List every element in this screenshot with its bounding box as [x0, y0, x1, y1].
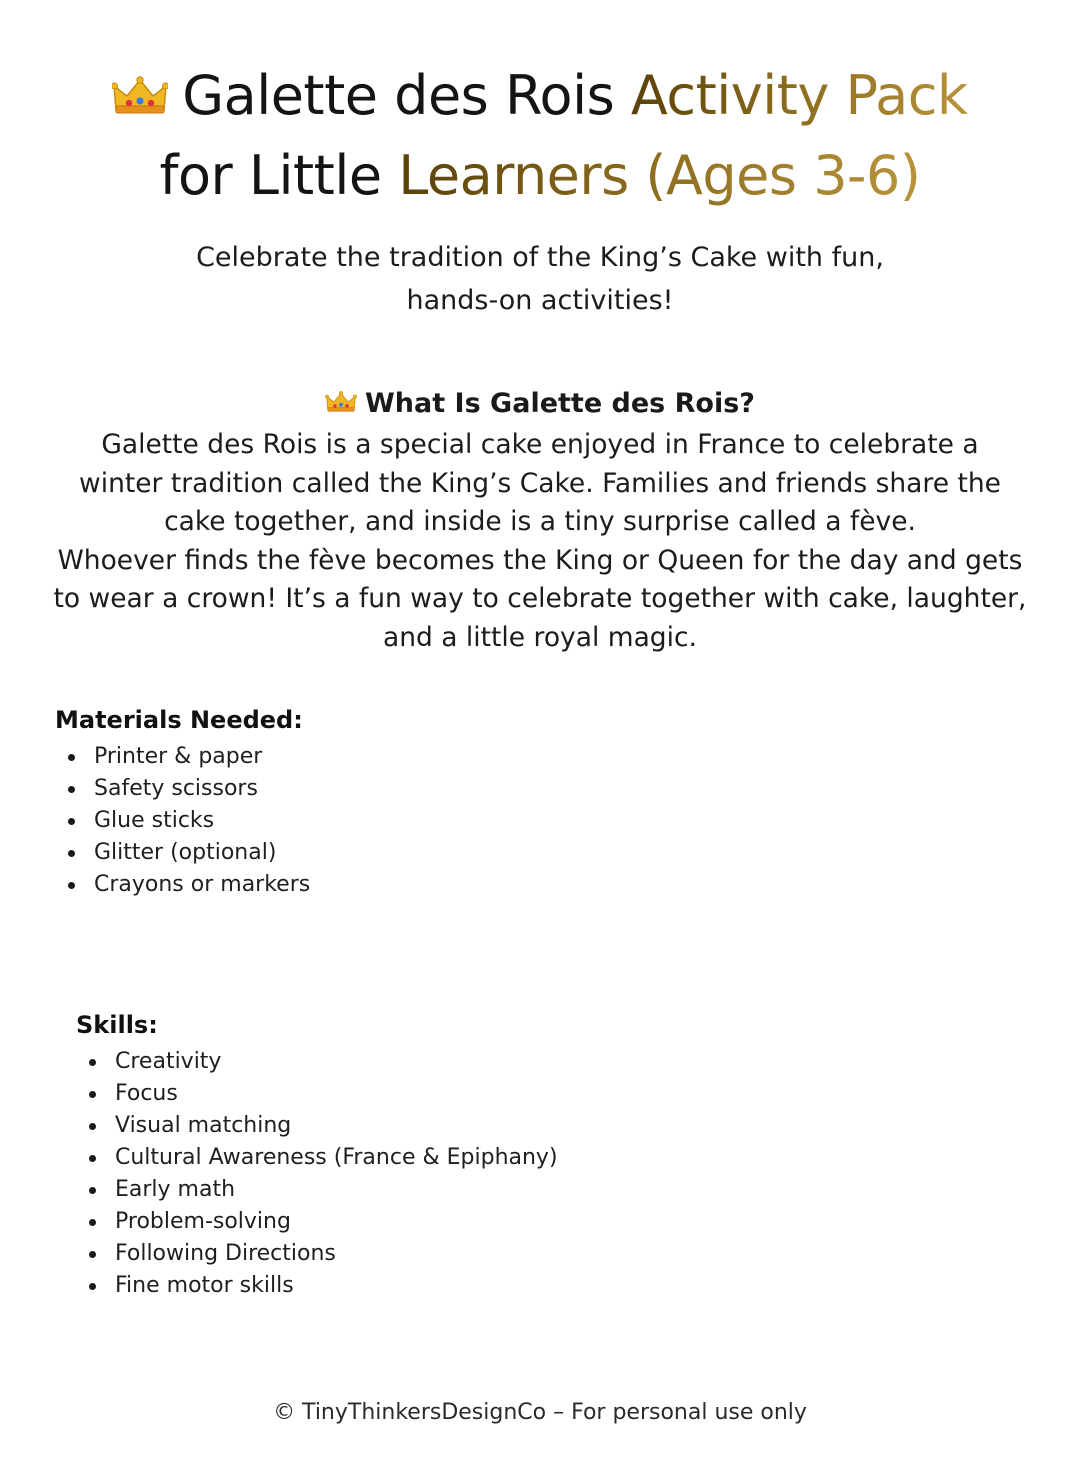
- list-item: [55, 741, 310, 773]
- list-item: [76, 1110, 558, 1142]
- skills-list: [76, 1046, 558, 1302]
- bullet-icon: [89, 1059, 96, 1066]
- list-item-text: Cultural Awareness (France & Epiphany): [115, 1145, 558, 1170]
- about-heading: [0, 384, 1080, 424]
- crown-icon: [325, 391, 357, 413]
- about-heading-text: What Is Galette des Rois?: [365, 388, 755, 419]
- materials-heading: Materials Needed:: [55, 706, 303, 734]
- bullet-icon: [89, 1187, 96, 1194]
- title-text-1b: Activity Pack: [630, 64, 968, 128]
- title-text-1a: Galette des Rois: [182, 64, 615, 128]
- list-item-text: Printer & paper: [94, 744, 263, 769]
- list-item: [76, 1142, 558, 1174]
- title-line-2: [0, 136, 1080, 216]
- about-line: Whoever finds the fève becomes the King or Queen for the day and gets: [57, 544, 1023, 576]
- about-description: [14, 426, 1066, 658]
- title-line-1: [0, 56, 1080, 136]
- list-item-text: Following Directions: [115, 1241, 336, 1266]
- copyright-footer: © TinyThinkersDesignCo – For personal use only: [273, 1400, 807, 1425]
- list-item-text: Glue sticks: [94, 808, 215, 833]
- about-line: cake together, and inside is a tiny surprise called a fève.: [164, 506, 916, 538]
- bullet-icon: [89, 1123, 96, 1130]
- bullet-icon: [89, 1251, 96, 1258]
- about-line: Galette des Rois is a special cake enjoyed in France to celebrate a: [101, 429, 979, 460]
- list-item: [55, 773, 310, 805]
- list-item: [55, 869, 310, 901]
- skills-heading: Skills:: [76, 1011, 158, 1039]
- list-item-text: Visual matching: [115, 1113, 292, 1138]
- list-item-text: Problem-solving: [115, 1209, 291, 1234]
- list-item: [76, 1078, 558, 1110]
- list-item-text: Crayons or markers: [94, 872, 311, 897]
- materials-list: [55, 741, 310, 901]
- list-item-text: Focus: [115, 1081, 178, 1106]
- list-item: [76, 1174, 558, 1206]
- page-title: [0, 56, 1080, 216]
- list-item: [76, 1238, 558, 1270]
- crown-icon: [112, 76, 168, 116]
- about-line: and a little royal magic.: [382, 621, 697, 653]
- bullet-icon: [89, 1155, 96, 1162]
- about-line: to wear a crown! It’s a fun way to celebrate together with cake, laughter,: [53, 583, 1027, 615]
- intro-text: [0, 236, 1080, 322]
- materials-section: [55, 705, 310, 901]
- list-item-text: Creativity: [115, 1049, 222, 1074]
- bullet-icon: [68, 850, 75, 857]
- intro-line-2: hands-on activities!: [406, 285, 674, 316]
- title-text-2b: Learners (Ages 3-6): [398, 144, 921, 208]
- bullet-icon: [68, 818, 75, 825]
- bullet-icon: [89, 1091, 96, 1098]
- list-item-text: Early math: [115, 1177, 236, 1202]
- bullet-icon: [89, 1219, 96, 1226]
- bullet-icon: [68, 882, 75, 889]
- skills-section: [76, 1010, 558, 1302]
- bullet-icon: [68, 786, 75, 793]
- title-text-2a: for Little: [159, 144, 382, 208]
- list-item-text: Safety scissors: [94, 776, 258, 801]
- list-item-text: Fine motor skills: [115, 1273, 294, 1298]
- list-item: [76, 1206, 558, 1238]
- list-item: [76, 1270, 558, 1302]
- list-item: [55, 837, 310, 869]
- list-item: [55, 805, 310, 837]
- list-item: [76, 1046, 558, 1078]
- about-line: winter tradition called the King’s Cake. Families and friends share the: [79, 467, 1001, 499]
- intro-line-1: Celebrate the tradition of the King’s Cake with fun,: [196, 242, 884, 273]
- list-item-text: Glitter (optional): [94, 840, 277, 865]
- bullet-icon: [89, 1283, 96, 1290]
- bullet-icon: [68, 754, 75, 761]
